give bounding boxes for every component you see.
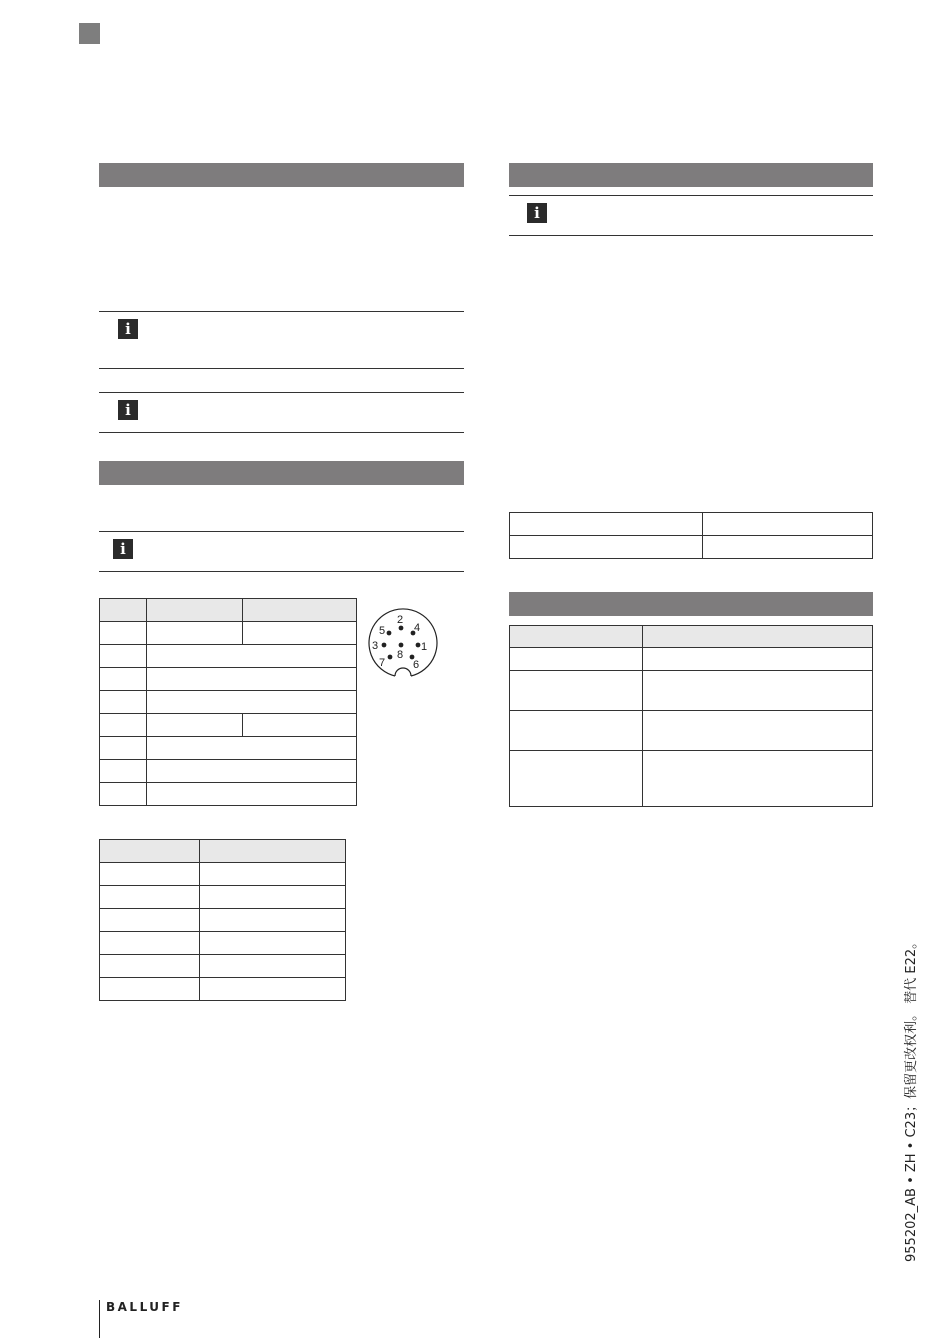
- pin-dot: [416, 643, 421, 648]
- pin-dot: [399, 643, 404, 648]
- page-corner-marker: [79, 23, 100, 44]
- data-table-left: [99, 839, 346, 1001]
- pin-label: 3: [372, 640, 379, 652]
- connector-keyway: [395, 668, 411, 676]
- document-code: 955202_AB • ZH • C23；保留更改权利。 替代 E22。: [904, 935, 919, 1262]
- pin-dot: [388, 655, 393, 660]
- note-divider: [99, 531, 464, 532]
- pin-label: 1: [421, 641, 428, 653]
- table-header-cell: [147, 599, 243, 622]
- table-row: [510, 536, 873, 559]
- table-row: [100, 714, 357, 737]
- table-row: [510, 711, 873, 751]
- pin-label: 6: [413, 659, 420, 671]
- pin-assignment-table: [99, 598, 357, 806]
- table-header-cell: [199, 840, 345, 863]
- section-heading-bar-3: [509, 163, 873, 187]
- table-row: [100, 645, 357, 668]
- note-divider: [99, 311, 464, 312]
- table-header-cell: [510, 626, 643, 648]
- table-header-cell: [100, 840, 200, 863]
- pin-label: 7: [379, 657, 386, 669]
- section-heading-bar-1: [99, 163, 464, 187]
- info-icon: i: [118, 400, 138, 420]
- pin-label: 8: [397, 649, 404, 661]
- pin-label: 2: [397, 614, 404, 626]
- info-icon: i: [527, 203, 547, 223]
- pin-dot: [399, 626, 404, 631]
- note-divider: [99, 392, 464, 393]
- note-divider: [509, 235, 873, 236]
- pin-label: 5: [379, 625, 386, 637]
- table-row: [100, 886, 346, 909]
- table-row: [510, 751, 873, 807]
- connector-pinout-diagram: [362, 604, 442, 684]
- pin-dot: [382, 643, 387, 648]
- info-icon: i: [118, 319, 138, 339]
- section-heading-bar-2: [99, 461, 464, 485]
- table-row: [100, 863, 346, 886]
- table-row: [100, 978, 346, 1001]
- table-row: [100, 783, 357, 806]
- table-row: [510, 671, 873, 711]
- table-row: [100, 909, 346, 932]
- brand-logo: BALLUFF: [106, 1300, 183, 1314]
- pin-dot: [387, 631, 392, 636]
- data-table-right-small: [509, 512, 873, 559]
- table-header-cell: [243, 599, 357, 622]
- pin-label: 4: [414, 622, 421, 634]
- note-divider: [99, 368, 464, 369]
- footer-divider: [99, 1300, 100, 1338]
- table-row: [100, 622, 357, 645]
- table-row: [100, 955, 346, 978]
- note-divider: [99, 571, 464, 572]
- table-header-cell: [100, 599, 147, 622]
- table-row: [100, 932, 346, 955]
- section-heading-bar-4: [509, 592, 873, 616]
- note-divider: [99, 432, 464, 433]
- table-row: [100, 691, 357, 714]
- table-header-row: [100, 599, 357, 622]
- table-header-row: [510, 626, 873, 648]
- info-icon: i: [113, 539, 133, 559]
- table-header-cell: [642, 626, 872, 648]
- table-row: [510, 648, 873, 671]
- table-row: [100, 737, 357, 760]
- table-row: [100, 668, 357, 691]
- table-row: [100, 760, 357, 783]
- table-header-row: [100, 840, 346, 863]
- table-row: [510, 513, 873, 536]
- data-table-right: [509, 625, 873, 807]
- note-divider: [509, 195, 873, 196]
